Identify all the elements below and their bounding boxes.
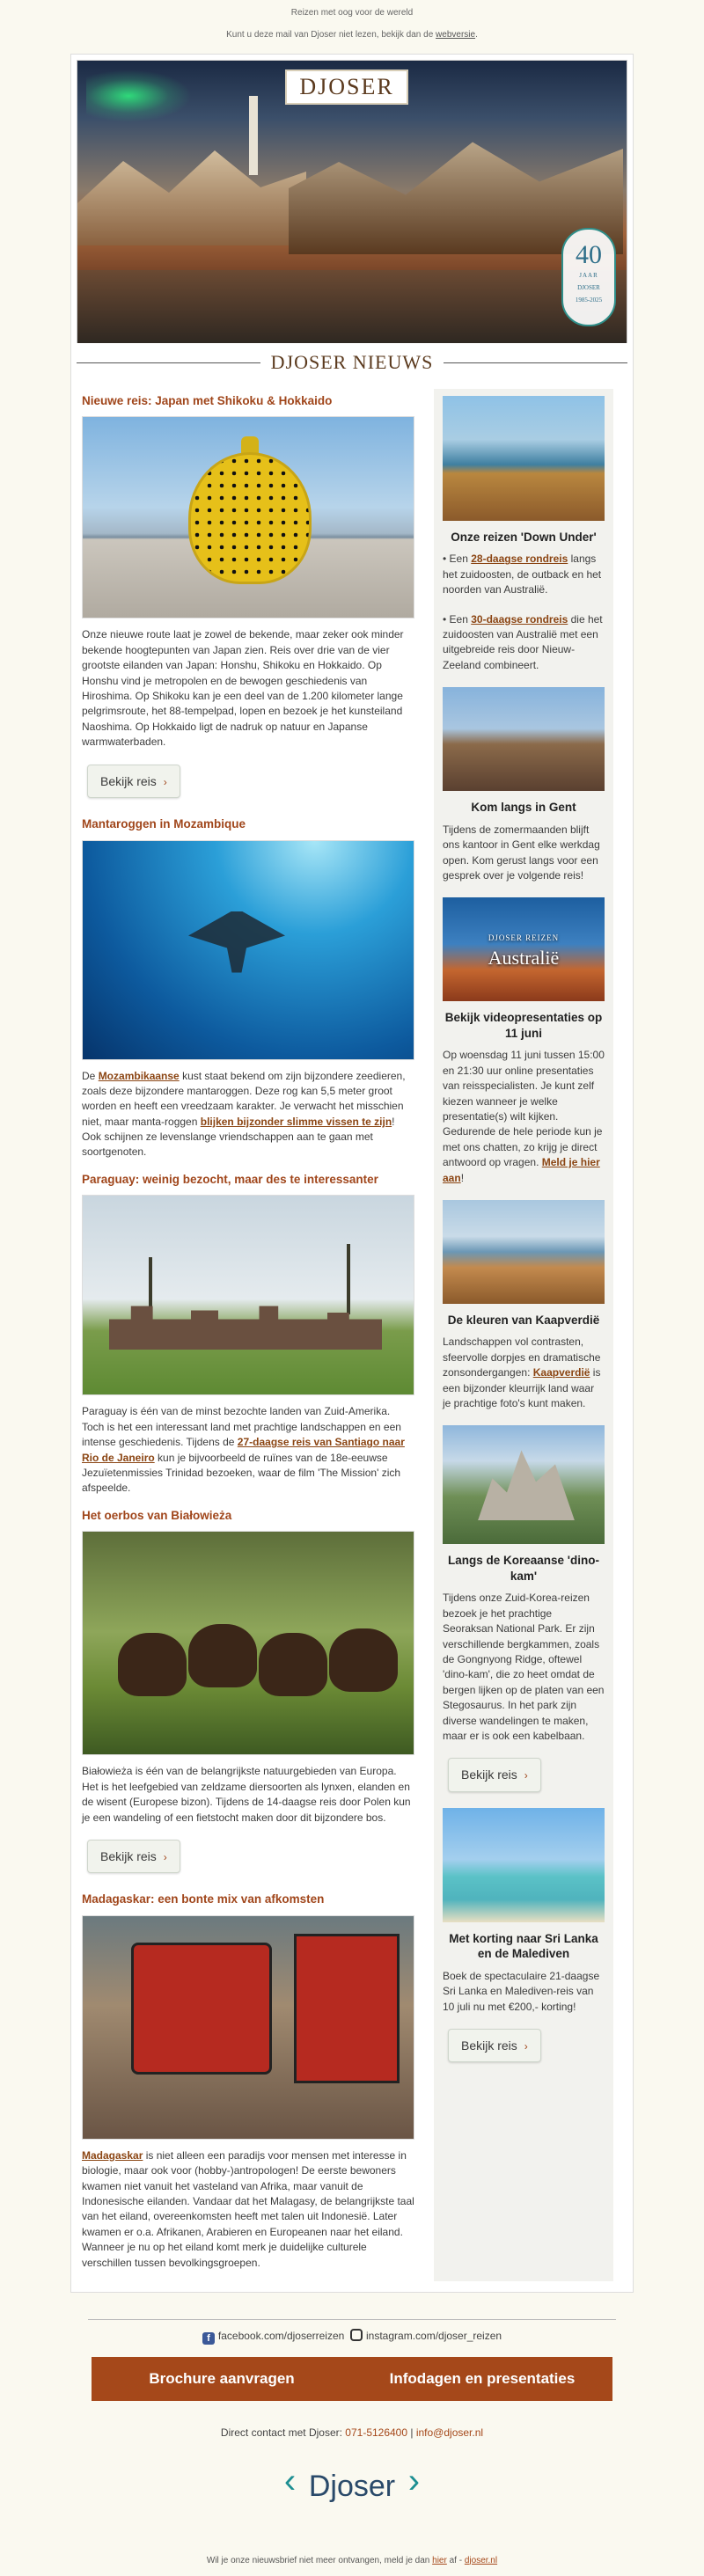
main-column — [82, 389, 414, 2281]
social-links — [0, 2320, 704, 2357]
article-mozambique — [82, 816, 414, 1160]
article-text: Onze nieuwe route laat je zowel de bekende, maar zeker ook minder bekende hoogtepunten van Japan zien. Reis over drie van de vier grootste eilanden van Japan: Honshu, Shikoku en Hokkaido. Op Honshu vind je metropolen en de bewogen geschiedenis van Hiroshima. Op Shikoku kan je een deel van de 1.200 kilometer lange pelgrimsroute, het 88-tempelpad, lopen en bezoek je het kunsteiland Naoshima. Op Hokkaido ligt de nadruk op natuur en Japanse warmwaterbaden. — [82, 628, 404, 749]
chevron-right-icon: › — [524, 1769, 528, 1782]
article-title[interactable]: Mantaroggen in Mozambique — [82, 816, 246, 831]
chevron-right-icon: › — [524, 2040, 528, 2053]
kaapverdie-link[interactable]: Kaapverdië — [532, 1366, 590, 1379]
sidebar-title: Kom langs in Gent — [471, 801, 576, 815]
article-madagaskar — [82, 1891, 414, 2271]
article-text: De Mozambikaanse kust staat bekend om zijn bijzondere zeedieren, zoals deze bijzondere mantaroggen. Deze rog kan 5,5 meter groot worden en heeft een vreedzaam karakter. Je verwacht het misschien niet, maar manta-roggen blijken bijzonder slimme vissen te zijn! Ook schijnen ze levenslange vriendschappen aan te gaan met soortgenoten. — [82, 1069, 406, 1159]
chevron-right-icon: › — [163, 775, 167, 788]
hero-collage — [77, 60, 627, 350]
sidebar-title: Met korting naar Sri Lanka en de Malediven — [449, 1931, 598, 1961]
sidebar-title: De kleuren van Kaapverdië — [447, 1313, 600, 1327]
djoser-logo[interactable]: DJOSER — [285, 70, 408, 105]
unsubscribe-line: Wil je onze nieuwsbrief niet meer ontvangen, meld je dan hier af - djoser.nl — [206, 2555, 498, 2565]
newsletter-title: DJOSER NIEUWS — [77, 343, 627, 384]
article-title[interactable]: Paraguay: weinig bezocht, maar des te interessanter — [82, 1172, 378, 1186]
register-link[interactable]: Meld je hier aan — [443, 1156, 600, 1184]
sidebar-video: DJOSER REIZEN Australië Bekijk videopresentaties op 11 juni Op woensdag 11 juni tussen 15:00 en 21:30 uur online presentaties van reisspecialisten. Je kunt zelf kiezen wanneer je welke presentatie(s) wilt kijken. Gedurende de hele periode kun je met ons chatten, zo krijg je direct antwoord op vragen. Meld je hier aan! — [443, 897, 605, 1186]
brochure-button[interactable]: Brochure aanvragen — [149, 2369, 295, 2387]
bekijk-reis-button-korea[interactable]: Bekijk reis › — [448, 1758, 541, 1791]
santiago-rio-link[interactable]: 27-daagse reis van Santiago naar Rio de Janeiro — [82, 1436, 405, 1464]
email-link[interactable]: info@djoser.nl — [415, 2426, 484, 2439]
sidebar-srilanka: Met korting naar Sri Lanka en de Malediven Boek de spectaculaire 21-daagse Sri Lanka en Malediven-reis van 10 juli nu met €200,- korting! Bekijk reis › — [443, 1808, 605, 2079]
bekijk-reis-button-srilanka[interactable]: Bekijk reis › — [448, 2029, 541, 2062]
gent-image[interactable] — [443, 687, 605, 791]
sidebar-kaapverdie: De kleuren van Kaapverdië Landschappen vol contrasten, sfeervolle dorpjes en dramatische zonsondergangen: Kaapverdië is een bijzonder kleurrijk land waar je prachtige foto's kunt maken. — [443, 1200, 605, 1412]
article-text: Białowieża is één van de belangrijkste natuurgebieden van Europa. Het is het leefgebied van zeldzame diersoorten als lynxen, elanden en de wisent (Europese bizon). Tijdens de 14-daagse reis door Polen kun je een wandeling of een fietstocht maken door dit bijzondere bos. — [82, 1765, 411, 1824]
article-japan — [82, 392, 414, 812]
instagram-icon[interactable] — [350, 2329, 363, 2341]
manta-intelligence-link[interactable]: blijken bijzonder slimme vissen te zijn — [200, 1115, 392, 1128]
sidebar-korea: Langs de Koreaanse 'dino-kam' Tijdens onze Zuid-Korea-reizen bezoek je het prachtige Seoraksan National Park. Er zijn verschillende bergkammen, zoals de Gongnyong Ridge, oftewel 'dino-kam', die zo heet omdat de bergen lijken op de platen van een Stegosaurus. In het park zijn diverse wandelingen te maken, maar er is ook een kabelbaan. Bekijk reis › — [443, 1425, 605, 1807]
unsubscribe-link[interactable]: hier — [432, 2555, 447, 2565]
mozambique-link[interactable]: Mozambikaanse — [98, 1069, 180, 1082]
article-text: Madagaskar is niet alleen een paradijs voor mensen met interesse in biologie, maar ook voor (hobby-)antropologen! De eerste bewoners kwamen niet vanuit het vasteland van Afrika, maar vanuit de Indonesische eilanden. Vandaar dat het Malagasy, de belangrijkste taal van het eiland, overeenkomsten heeft met talen uit Indonesië. Later kwamen er o.a. Afrikanen, Arabieren en Europeanen naar het eiland. Wanneer je nu op het eiland komt merk je duidelijke culturele verschillen tussen bevolkingsgroepen. — [82, 2148, 414, 2269]
logo-bracket-left-icon: ‹ — [283, 2462, 297, 2501]
australia-video-image[interactable]: DJOSER REIZEN Australië — [443, 897, 605, 1001]
anniversary-seal: 40 JAAR DJOSER 1985-2025 — [561, 228, 616, 326]
ruins-image[interactable] — [82, 1195, 414, 1395]
korea-image[interactable] — [443, 1425, 605, 1544]
article-title[interactable]: Nieuwe reis: Japan met Shikoku & Hokkaido — [82, 393, 333, 407]
article-paraguay — [82, 1171, 414, 1497]
webversion-link[interactable]: webversie — [436, 29, 476, 40]
footer-logo[interactable]: ‹ Djoser › — [283, 2462, 421, 2504]
preheader-webversion: Kunt u deze mail van Djoser niet lezen, bekijk dan de webversie. — [226, 29, 478, 40]
newsletter-frame — [70, 54, 634, 2293]
sidebar-title: Onze reizen 'Down Under' — [451, 530, 597, 544]
article-bialowieza — [82, 1507, 414, 1888]
sidebar-down-under: Onze reizen 'Down Under' • Een 28-daagse rondreis langs het zuidoosten, de outback en het noorden van Australië. • Een 30-daagse rondreis die het zuidoosten van Australië met een uitgebreide reis door Nieuw-Zeeland combineert. — [443, 396, 605, 673]
sidebar-gent: Kom langs in Gent Tijdens de zomermaanden blijft ons kantoor in Gent elke werkdag open. Kom gerust langs voor een gesprek over je volgende reis! — [443, 687, 605, 883]
bekijk-reis-button-polen[interactable]: Bekijk reis › — [87, 1840, 180, 1873]
phone-link[interactable]: 071-5126400 — [345, 2426, 408, 2439]
australia-28-link[interactable]: 28-daagse rondreis — [471, 553, 568, 566]
article-title[interactable]: Het oerbos van Białowieża — [82, 1508, 232, 1522]
instagram-link[interactable]: instagram.com/djoser_reizen — [366, 2329, 502, 2342]
sidebar-title: Langs de Koreaanse 'dino-kam' — [448, 1554, 599, 1583]
bison-image[interactable] — [82, 1531, 414, 1755]
site-link[interactable]: djoser.nl — [464, 2555, 498, 2565]
pumpkin-image[interactable] — [82, 416, 414, 618]
sidebar — [434, 389, 613, 2281]
article-text: Paraguay is één van de minst bezochte landen van Zuid-Amerika. Toch is het een interessant land met prachtige landschappen en een intense geschiedenis. Tijdens de 27-daagse reis van Santiago naar Rio de Janeiro kun je bijvoorbeeld de ruïnes van de 18e-eeuwse Jezuïetenmissies Trinidad bezoeken, waar de film 'The Mission' zich afspeelde. — [82, 1405, 405, 1495]
train-image[interactable] — [82, 1915, 414, 2140]
contact-line: Direct contact met Djoser: 071-5126400 | info@djoser.nl — [220, 2426, 484, 2439]
infodagen-button[interactable]: Infodagen en presentaties — [389, 2369, 576, 2387]
logo-bracket-right-icon: › — [407, 2462, 421, 2501]
coast-image[interactable] — [443, 396, 605, 521]
cabo-verde-image[interactable] — [443, 1200, 605, 1304]
cta-bar — [92, 2357, 612, 2401]
chevron-right-icon: › — [163, 1850, 167, 1863]
preheader-tagline: Reizen met oog voor de wereld — [290, 8, 414, 18]
facebook-icon[interactable]: f — [202, 2332, 215, 2345]
facebook-link[interactable]: facebook.com/djoserreizen — [217, 2329, 345, 2342]
madagaskar-link[interactable]: Madagaskar — [82, 2148, 143, 2162]
australia-nz-30-link[interactable]: 30-daagse rondreis — [471, 612, 568, 626]
sidebar-title: Bekijk videopresentaties op 11 juni — [444, 1011, 603, 1040]
bekijk-reis-button-japan[interactable]: Bekijk reis › — [87, 765, 180, 798]
beach-image[interactable] — [443, 1808, 605, 1922]
manta-ray-image[interactable] — [82, 840, 414, 1060]
article-title[interactable]: Madagaskar: een bonte mix van afkomsten — [82, 1892, 325, 1906]
